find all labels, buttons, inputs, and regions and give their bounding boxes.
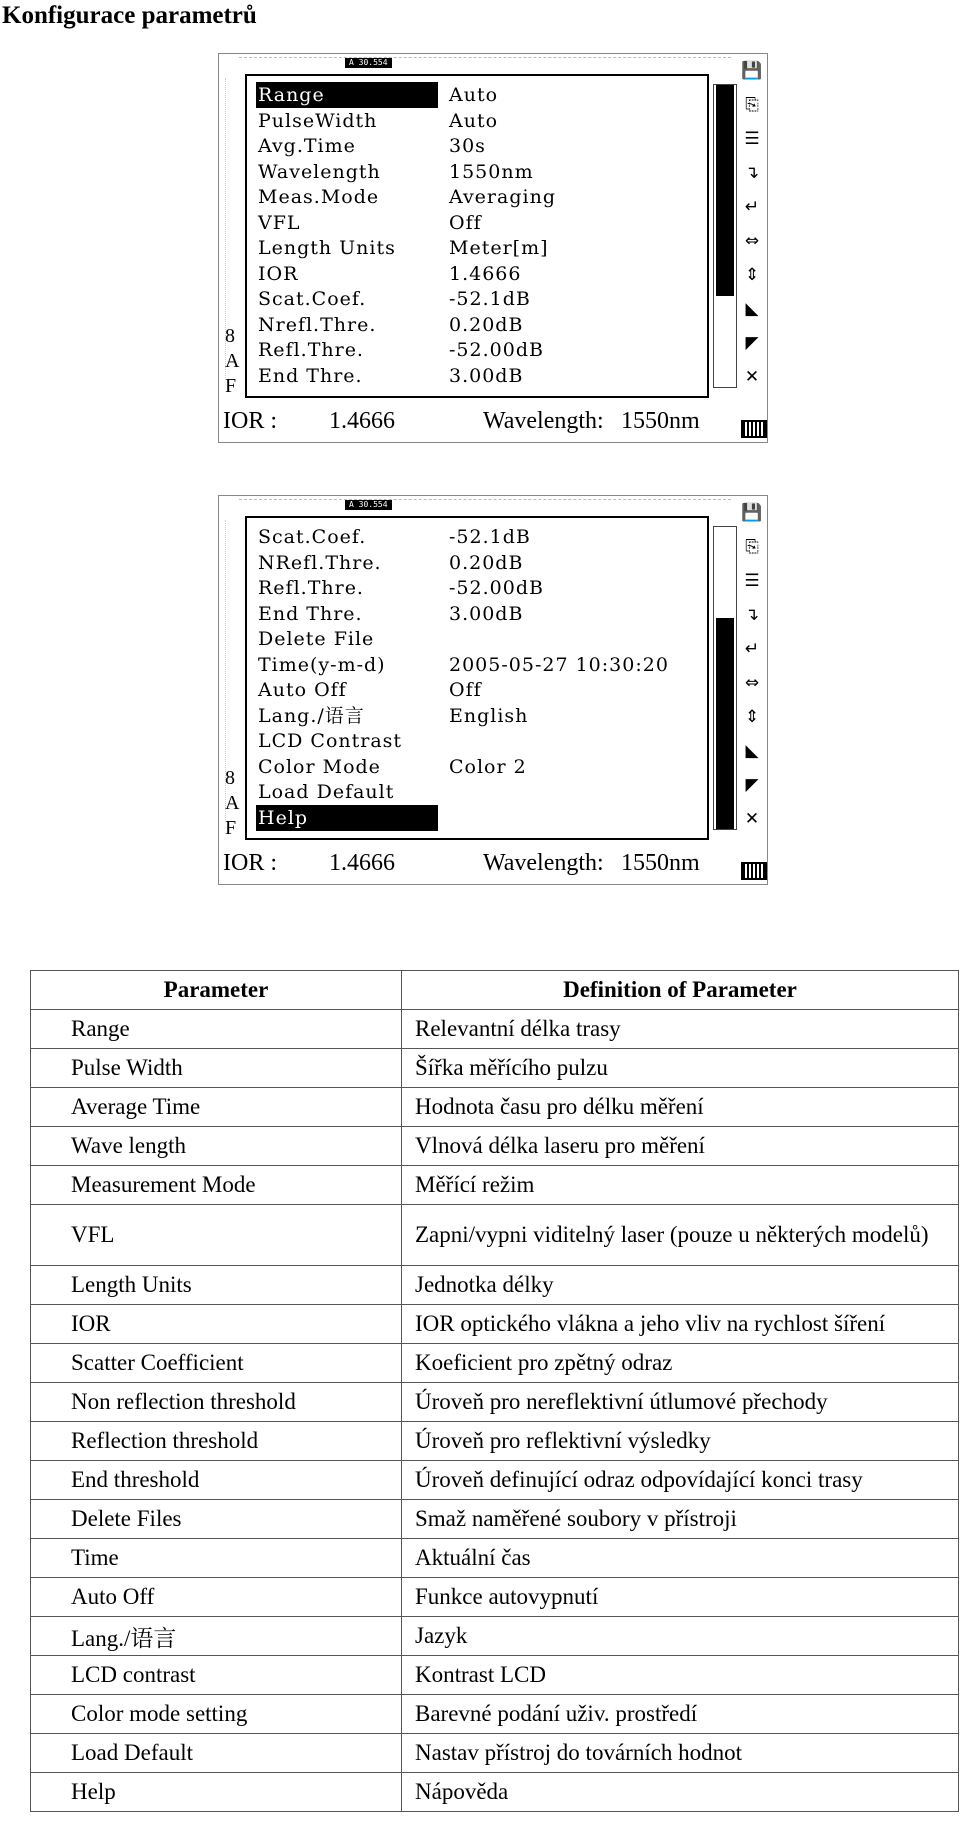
definition-cell: Aktuální čas xyxy=(402,1539,959,1578)
zoom-vertical-icon[interactable]: ⇕ xyxy=(744,265,760,285)
status-bar xyxy=(219,850,739,884)
parameter-cell: Scatter Coefficient xyxy=(31,1344,402,1383)
ior-label: IOR : xyxy=(223,408,277,434)
cursor-b-icon[interactable]: ◤ xyxy=(745,775,759,795)
menu-item-label: VFL xyxy=(258,211,301,234)
marker-icon[interactable]: ↴ xyxy=(744,605,760,625)
parameter-cell: IOR xyxy=(31,1305,402,1344)
menu-scrollbar[interactable] xyxy=(713,526,737,830)
menu-item-label: Wavelength xyxy=(258,160,381,183)
menu-item-value: Auto xyxy=(449,109,499,132)
menu-item-label: End Thre. xyxy=(258,602,363,625)
parameter-cell: Average Time xyxy=(31,1088,402,1127)
list-icon[interactable]: ☰ xyxy=(744,571,760,591)
menu-item-value: Off xyxy=(449,679,482,701)
table-row xyxy=(31,1422,959,1461)
menu-item-nrefl-thre[interactable] xyxy=(253,550,693,576)
left-mark: F xyxy=(225,375,237,397)
definition-cell: Úroveň pro reflektivní výsledky xyxy=(402,1422,959,1461)
definition-cell: Měřící režim xyxy=(402,1166,959,1205)
table-row xyxy=(31,1617,959,1656)
export-icon[interactable]: ⎘ xyxy=(745,95,759,115)
definition-cell: Šířka měřícího pulzu xyxy=(402,1049,959,1088)
menu-item-label: Auto Off xyxy=(258,679,347,701)
table-row xyxy=(31,1010,959,1049)
menu-item-time-y-m-d[interactable] xyxy=(253,652,693,678)
menu-item-color-mode[interactable] xyxy=(253,754,693,780)
menu-item-value: Color 2 xyxy=(449,755,527,778)
marker-left-icon[interactable]: ↵ xyxy=(744,639,760,659)
parameter-cell: Measurement Mode xyxy=(31,1166,402,1205)
menu-item-refl-thre[interactable] xyxy=(253,575,693,601)
parameter-table xyxy=(30,970,959,1812)
parameter-cell: Pulse Width xyxy=(31,1049,402,1088)
menu-item-label: Meas.Mode xyxy=(258,186,380,208)
menu-item-label: Avg.Time xyxy=(258,135,356,157)
left-mark: A xyxy=(225,350,240,372)
definition-cell: Hodnota času pro délku měření xyxy=(402,1088,959,1127)
menu-item-end-thre[interactable] xyxy=(253,601,693,627)
menu-item-refl-thre[interactable] xyxy=(253,337,693,363)
table-row xyxy=(31,1500,959,1539)
settings-menu xyxy=(245,516,709,840)
parameter-cell: VFL xyxy=(31,1205,402,1266)
menu-item-value: English xyxy=(449,704,529,727)
zoom-horizontal-icon[interactable]: ⇔ xyxy=(744,673,760,693)
parameter-cell: Reflection threshold xyxy=(31,1422,402,1461)
table-row xyxy=(31,1461,959,1500)
table-row xyxy=(31,1088,959,1127)
ior-value: 1.4666 xyxy=(329,408,395,434)
table-row xyxy=(31,1734,959,1773)
table-row xyxy=(31,1166,959,1205)
definition-cell: Koeficient pro zpětný odraz xyxy=(402,1344,959,1383)
menu-item-value: -52.1dB xyxy=(449,288,531,310)
menu-item-label: Refl.Thre. xyxy=(258,339,364,361)
menu-item-value: 0.20dB xyxy=(449,313,524,336)
menu-item-label: End Thre. xyxy=(258,364,363,387)
save-icon[interactable]: 💾 xyxy=(741,61,763,81)
menu-scrollbar[interactable] xyxy=(713,84,737,388)
side-toolbar xyxy=(737,54,767,442)
menu-item-value: -52.1dB xyxy=(449,526,531,548)
battery-icon xyxy=(741,420,767,438)
wavelength-value: 1550nm xyxy=(621,408,700,434)
definition-cell: Smaž naměřené soubory v přístroji xyxy=(402,1500,959,1539)
table-row xyxy=(31,1266,959,1305)
menu-item-label: Scat.Coef. xyxy=(258,526,367,548)
list-icon[interactable]: ☰ xyxy=(744,129,760,149)
zoom-vertical-icon[interactable]: ⇕ xyxy=(744,707,760,727)
parameter-cell: LCD contrast xyxy=(31,1656,402,1695)
scroll-thumb[interactable] xyxy=(716,85,734,296)
table-row xyxy=(31,1383,959,1422)
side-toolbar xyxy=(737,496,767,884)
top-ruler xyxy=(219,496,739,516)
menu-item-ior[interactable] xyxy=(253,261,693,287)
menu-item-value: 2005-05-27 10:30:20 xyxy=(449,653,669,676)
parameter-cell: End threshold xyxy=(31,1461,402,1500)
menu-item-scat-coef[interactable] xyxy=(253,286,693,312)
menu-item-delete-file[interactable] xyxy=(253,626,693,652)
definition-cell: Nápověda xyxy=(402,1773,959,1812)
left-marks xyxy=(225,766,239,841)
marker-left-icon[interactable]: ↵ xyxy=(744,197,760,217)
left-mark: 8 xyxy=(225,325,235,347)
menu-item-length-units[interactable] xyxy=(253,235,693,261)
wavelength-label: Wavelength: xyxy=(483,408,604,434)
cursor-a-icon[interactable]: ◣ xyxy=(745,299,759,319)
parameter-cell: Time xyxy=(31,1539,402,1578)
definition-cell: Zapni/vypni viditelný laser (pouze u některých modelů) xyxy=(402,1205,959,1266)
definition-cell: Úroveň definující odraz odpovídající konci trasy xyxy=(402,1461,959,1500)
menu-item-label: PulseWidth xyxy=(258,109,378,132)
menu-item-value: 30s xyxy=(449,135,486,157)
menu-item-label: Refl.Thre. xyxy=(258,577,364,599)
menu-item-label: Nrefl.Thre. xyxy=(258,313,377,336)
menu-item-load-default[interactable] xyxy=(253,779,693,805)
menu-item-range[interactable] xyxy=(253,82,693,108)
menu-item-label: NRefl.Thre. xyxy=(258,551,382,574)
table-row xyxy=(31,1305,959,1344)
device-screen-1 xyxy=(218,53,768,443)
definition-cell: Vlnová délka laseru pro měření xyxy=(402,1127,959,1166)
menu-item-value: 1550nm xyxy=(449,160,534,183)
left-mark: 8 xyxy=(225,767,235,789)
menu-item-nrefl-thre[interactable] xyxy=(253,312,693,338)
table-row xyxy=(31,1578,959,1617)
parameter-cell: Help xyxy=(31,1773,402,1812)
menu-item-label: Scat.Coef. xyxy=(258,288,367,310)
parameter-cell: Non reflection threshold xyxy=(31,1383,402,1422)
status-bar xyxy=(219,408,739,442)
table-row xyxy=(31,1773,959,1812)
parameter-cell: Auto Off xyxy=(31,1578,402,1617)
menu-item-label: Lang./语言 xyxy=(258,704,365,727)
menu-item-value: 1.4666 xyxy=(449,262,522,285)
left-marks xyxy=(225,324,239,399)
definition-cell: Nastav přístroj do továrních hodnot xyxy=(402,1734,959,1773)
definition-cell: Relevantní délka trasy xyxy=(402,1010,959,1049)
menu-item-label: LCD Contrast xyxy=(258,730,403,752)
table-row xyxy=(31,1049,959,1088)
cursor-tag: A 30.554 xyxy=(345,500,392,510)
menu-item-auto-off[interactable] xyxy=(253,677,693,703)
wavelength-value: 1550nm xyxy=(621,850,700,876)
top-ruler xyxy=(219,54,739,74)
table-row xyxy=(31,1344,959,1383)
definition-cell: Kontrast LCD xyxy=(402,1656,959,1695)
definition-cell: Funkce autovypnutí xyxy=(402,1578,959,1617)
menu-item-scat-coef[interactable] xyxy=(253,524,693,550)
save-icon[interactable]: 💾 xyxy=(741,503,763,523)
scroll-thumb[interactable] xyxy=(716,618,734,829)
menu-item-wavelength[interactable] xyxy=(253,159,693,185)
ruler-dots xyxy=(239,499,731,512)
parameter-cell: Color mode setting xyxy=(31,1695,402,1734)
left-mark: A xyxy=(225,792,240,814)
header-definition: Definition of Parameter xyxy=(402,971,959,1010)
parameter-cell: Load Default xyxy=(31,1734,402,1773)
menu-item-vfl[interactable] xyxy=(253,210,693,236)
menu-item-label: Load Default xyxy=(258,781,395,803)
definition-cell: IOR optického vlákna a jeho vliv na rychlost šíření xyxy=(402,1305,959,1344)
parameter-cell: Range xyxy=(31,1010,402,1049)
menu-item-label: Time(y-m-d) xyxy=(258,653,386,676)
definition-cell: Jednotka délky xyxy=(402,1266,959,1305)
ior-label: IOR : xyxy=(223,850,277,876)
menu-item-value: -52.00dB xyxy=(449,577,544,599)
parameter-cell: Wave length xyxy=(31,1127,402,1166)
menu-item-label: IOR xyxy=(258,262,299,285)
menu-item-pulsewidth[interactable] xyxy=(253,108,693,134)
menu-item-meas-mode[interactable] xyxy=(253,184,693,210)
menu-item-value: -52.00dB xyxy=(449,339,544,361)
battery-icon xyxy=(741,862,767,880)
menu-item-value: Averaging xyxy=(449,186,556,208)
parameter-cell: Lang./语言 xyxy=(31,1617,402,1656)
ruler-dots xyxy=(239,57,731,70)
marker-icon[interactable]: ↴ xyxy=(744,163,760,183)
menu-item-label: Color Mode xyxy=(258,755,381,778)
device-screen-2 xyxy=(218,495,768,885)
table-row xyxy=(31,1205,959,1266)
menu-item-label: Range xyxy=(256,82,438,108)
menu-item-label: Delete File xyxy=(258,628,375,650)
zoom-horizontal-icon[interactable]: ⇔ xyxy=(744,231,760,251)
export-icon[interactable]: ⎘ xyxy=(745,537,759,557)
menu-item-value: 0.20dB xyxy=(449,551,524,574)
menu-item-value: Off xyxy=(449,211,482,234)
definition-cell: Jazyk xyxy=(402,1617,959,1656)
menu-item-end-thre[interactable] xyxy=(253,363,693,389)
close-icon[interactable]: ✕ xyxy=(744,367,760,387)
left-mark: F xyxy=(225,817,237,839)
table-row xyxy=(31,1656,959,1695)
definition-cell: Úroveň pro nereflektivní útlumové přechody xyxy=(402,1383,959,1422)
ior-value: 1.4666 xyxy=(329,850,395,876)
menu-item-help[interactable] xyxy=(253,805,693,831)
table-row xyxy=(31,1127,959,1166)
header-parameter: Parameter xyxy=(31,971,402,1010)
menu-item-label: Help xyxy=(256,805,438,831)
menu-item-value: Auto xyxy=(449,84,499,106)
menu-item-value: Meter[m] xyxy=(449,237,549,259)
table-body xyxy=(31,1010,959,1812)
menu-item-lang[interactable] xyxy=(253,703,693,729)
definition-cell: Barevné podání uživ. prostředí xyxy=(402,1695,959,1734)
close-icon[interactable]: ✕ xyxy=(744,809,760,829)
parameter-cell: Length Units xyxy=(31,1266,402,1305)
menu-item-avg-time[interactable] xyxy=(253,133,693,159)
table-header-row xyxy=(31,971,959,1010)
table-row xyxy=(31,1695,959,1734)
menu-item-lcd-contrast[interactable] xyxy=(253,728,693,754)
page-title: Konfigurace parametrů xyxy=(2,2,257,29)
cursor-a-icon[interactable]: ◣ xyxy=(745,741,759,761)
menu-item-value: 3.00dB xyxy=(449,364,524,387)
cursor-b-icon[interactable]: ◤ xyxy=(745,333,759,353)
settings-menu xyxy=(245,74,709,398)
parameter-cell: Delete Files xyxy=(31,1500,402,1539)
wavelength-label: Wavelength: xyxy=(483,850,604,876)
cursor-tag: A 30.554 xyxy=(345,58,392,68)
table-row xyxy=(31,1539,959,1578)
menu-item-value: 3.00dB xyxy=(449,602,524,625)
menu-item-label: Length Units xyxy=(258,237,396,259)
